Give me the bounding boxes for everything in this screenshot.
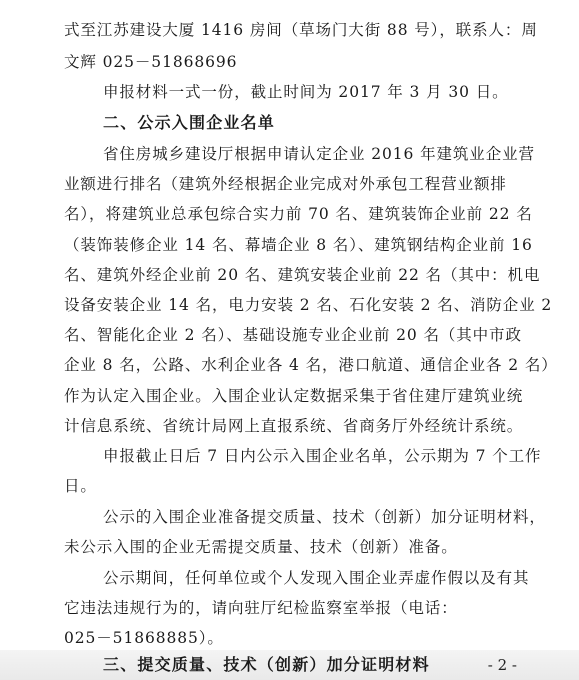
paragraph-line: 企业 8 名，公路、水利企业各 4 名，港口航道、通信企业各 2 名） bbox=[64, 356, 558, 374]
paragraph-line: 未公示入围的企业无需提交质量、技术（创新）准备。 bbox=[64, 538, 458, 556]
paragraph-line: 作为认定入围企业。入围企业认定数据采集于省住建厅建筑业统 bbox=[64, 387, 524, 405]
section-heading: 三、提交质量、技术（创新）加分证明材料 bbox=[103, 655, 430, 674]
paragraph-line: 申报材料一式一份，截止时间为 2017 年 3 月 30 日。 bbox=[103, 83, 509, 101]
paragraph-line: 设备安装企业 14 名，电力安装 2 名、石化安装 2 名、消防企业 2 bbox=[64, 296, 553, 314]
paragraph-line: 名），将建筑业总承包综合实力前 70 名、建筑装饰企业前 22 名 bbox=[64, 205, 533, 223]
page-number: - 2 - bbox=[487, 656, 517, 674]
paragraph-line: 公示期间，任何单位或个人发现入围企业弄虚作假以及有其 bbox=[103, 569, 530, 587]
paragraph-line: 业额进行排名（建筑外经根据企业完成对外承包工程营业额排 bbox=[64, 175, 507, 193]
paragraph-line: 省住房城乡建设厅根据申请认定企业 2016 年建筑业企业营 bbox=[103, 145, 535, 163]
paragraph-line: 名、建筑外经企业前 20 名、建筑安装企业前 22 名（其中：机电 bbox=[64, 266, 541, 284]
paragraph-line: 文辉 025－51868696 bbox=[64, 53, 238, 71]
paragraph-line: 名、智能化企业 2 名）、基础设施专业企业前 20 名（其中市政 bbox=[64, 326, 522, 344]
paragraph-line: （装饰装修企业 14 名、幕墙企业 8 名）、建筑钢结构企业前 16 bbox=[64, 236, 533, 254]
paragraph-line: 申报截止日后 7 日内公示入围企业名单，公示期为 7 个工作 bbox=[103, 447, 542, 465]
section-heading: 二、公示入围企业名单 bbox=[103, 113, 276, 132]
paragraph-line: 025－51868885）。 bbox=[64, 629, 224, 647]
paragraph-line: 日。 bbox=[64, 477, 97, 495]
paragraph-line: 公示的入围企业准备提交质量、技术（创新）加分证明材料， bbox=[103, 508, 546, 526]
paragraph-line: 它违法违规行为的，请向驻厅纪检监察室举报（电话： bbox=[64, 599, 458, 617]
paragraph-line: 计信息系统、省统计局网上直报系统、省商务厅外经统计系统。 bbox=[64, 417, 524, 435]
paragraph-line: 式至江苏建设大厦 1416 房间（草场门大街 88 号），联系人：周 bbox=[64, 21, 538, 39]
